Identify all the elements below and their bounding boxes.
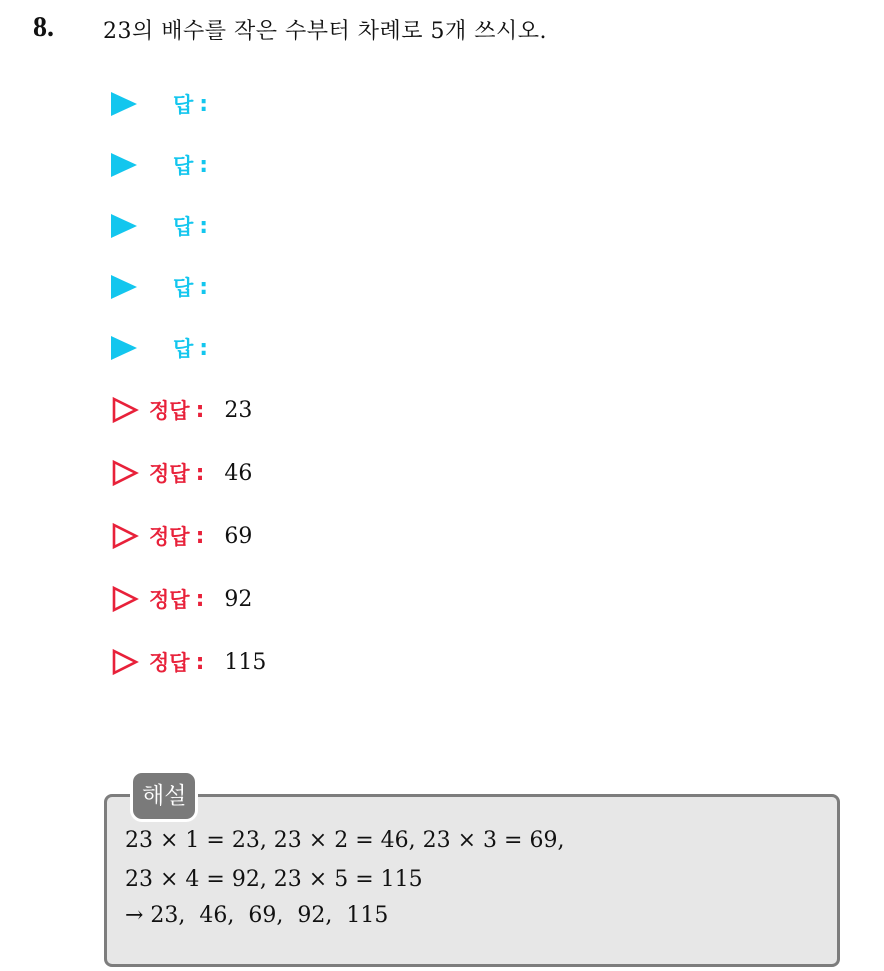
answer-label: 답 [173,154,194,178]
answer-key-5 [111,644,266,680]
answer-blank-3 [111,209,208,243]
outline-triangle-icon [111,396,139,424]
answer-colon: : [199,213,209,239]
key-colon: : [195,460,205,486]
answer-blank-1 [111,87,208,121]
explanation-tab: 해설 [130,770,198,822]
key-label: 정답 [149,399,190,423]
key-colon: : [195,397,205,423]
key-value: 92 [224,586,253,612]
outline-triangle-icon [111,522,139,550]
explanation-line-1: 23 × 1 = 23, 23 × 2 = 46, 23 × 3 = 69, [125,828,565,853]
key-label: 정답 [149,525,190,549]
filled-triangle-icon [111,336,137,360]
answer-label: 답 [173,337,194,361]
key-label: 정답 [149,588,190,612]
filled-triangle-icon [111,275,137,299]
answer-key-4 [111,581,252,617]
outline-triangle-icon [111,459,139,487]
key-label: 정답 [149,462,190,486]
outline-triangle-icon [111,585,139,613]
answer-colon: : [199,152,209,178]
question-number: 8. [33,12,54,43]
key-colon: : [195,649,205,675]
key-value: 69 [224,523,253,549]
answer-key-3 [111,518,252,554]
answer-colon: : [199,91,209,117]
answer-blank-5 [111,331,208,365]
answer-blank-2 [111,148,208,182]
key-value: 46 [224,460,253,486]
answer-label: 답 [173,215,194,239]
answer-key-1 [111,392,252,428]
answer-colon: : [199,335,209,361]
filled-triangle-icon [111,153,137,177]
question-text: 23의 배수를 작은 수부터 차례로 5개 쓰시오. [103,19,547,44]
outline-triangle-icon [111,648,139,676]
key-colon: : [195,523,205,549]
filled-triangle-icon [111,214,137,238]
answer-label: 답 [173,276,194,300]
answer-key-2 [111,455,252,491]
answer-label: 답 [173,93,194,117]
key-value: 23 [224,397,253,423]
explanation-line-2: 23 × 4 = 92, 23 × 5 = 115 [125,867,423,892]
key-label: 정답 [149,651,190,675]
explanation-line-3: → 23, 46, 69, 92, 115 [125,903,389,928]
filled-triangle-icon [111,92,137,116]
key-value: 115 [224,649,267,675]
answer-blank-4 [111,270,208,304]
answer-colon: : [199,274,209,300]
key-colon: : [195,586,205,612]
